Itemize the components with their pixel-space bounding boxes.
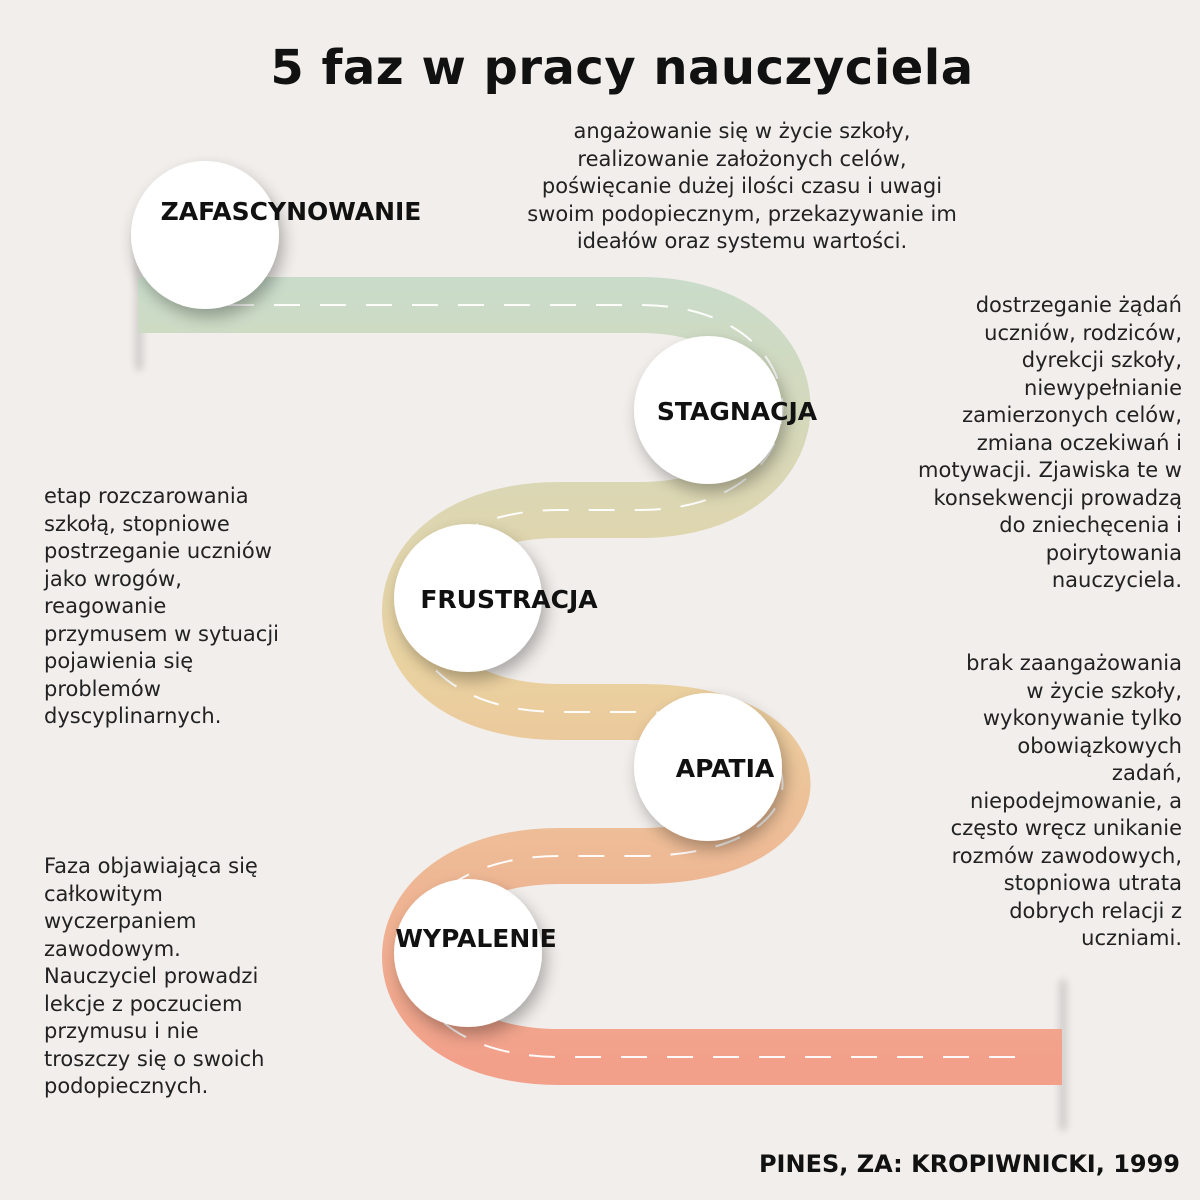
description-line: zawodowym. bbox=[44, 936, 181, 961]
road-lane-marking bbox=[182, 305, 1025, 1057]
description-wypalenie bbox=[44, 853, 264, 1101]
description-apatia bbox=[951, 650, 1182, 953]
description-line: pojawienia się bbox=[44, 649, 194, 673]
description-line: uczniów, rodziców, bbox=[984, 320, 1182, 345]
description-line: etap rozczarowania bbox=[44, 484, 249, 508]
description-line: ideałów oraz systemu wartości. bbox=[576, 229, 908, 253]
description-line: swoim podopiecznym, przekazywanie im bbox=[527, 201, 957, 226]
description-stagnacja bbox=[918, 292, 1182, 595]
description-line: konsekwencji prowadzą bbox=[933, 485, 1182, 510]
description-line: angażowanie się w życie szkoły, bbox=[573, 119, 911, 143]
phase-label-frustracja: FRUSTRACJA bbox=[420, 585, 598, 614]
phase-circle-zafascynowanie bbox=[131, 161, 279, 309]
description-line: przymusem w sytuacji bbox=[44, 621, 280, 646]
description-zafascynowanie bbox=[500, 118, 984, 256]
description-line: reagowanie bbox=[44, 594, 167, 618]
description-frustracja bbox=[44, 483, 279, 731]
description-line: dostrzeganie żądań bbox=[975, 293, 1182, 317]
description-line: podopiecznych. bbox=[44, 1074, 209, 1098]
description-line: lekcje z poczuciem bbox=[44, 991, 243, 1016]
description-line: motywacji. Zjawiska te w bbox=[918, 458, 1182, 482]
description-line: całkowitym bbox=[44, 881, 163, 906]
description-line: jako wrogów, bbox=[44, 566, 182, 591]
description-line: w życie szkoły, bbox=[1026, 678, 1182, 703]
source-citation: PINES, ZA: KROPIWNICKI, 1999 bbox=[758, 1150, 1180, 1178]
description-line: wykonywanie tylko bbox=[982, 706, 1182, 730]
description-line: dyrekcji szkoły, bbox=[1021, 348, 1182, 372]
description-line: brak zaangażowania bbox=[966, 651, 1182, 675]
phase-label-apatia: APATIA bbox=[675, 754, 775, 783]
phase-label-zafascynowanie: ZAFASCYNOWANIE bbox=[160, 197, 422, 226]
description-line: dobrych relacji z bbox=[1009, 898, 1182, 923]
description-line: niepodejmowanie, a bbox=[970, 788, 1182, 813]
description-line: szkołą, stopniowe bbox=[44, 511, 230, 536]
phase-label-wypalenie: WYPALENIE bbox=[395, 924, 557, 953]
description-line: zadań, bbox=[1111, 761, 1182, 785]
description-line: do zniechęcenia i bbox=[999, 513, 1182, 537]
description-line: często wręcz unikanie bbox=[950, 816, 1182, 840]
description-line: stopniowa utrata bbox=[1003, 871, 1182, 895]
description-line: postrzeganie uczniów bbox=[44, 539, 272, 563]
description-line: troszczy się o swoich bbox=[44, 1046, 265, 1071]
description-line: nauczyciela. bbox=[1051, 568, 1182, 592]
description-line: Faza objawiająca się bbox=[44, 854, 258, 878]
description-line: wyczerpaniem bbox=[44, 909, 197, 933]
description-line: Nauczyciel prowadzi bbox=[44, 964, 259, 988]
description-line: uczniami. bbox=[1081, 926, 1182, 950]
description-line: zmiana oczekiwań i bbox=[976, 430, 1182, 455]
infographic-title: 5 faz w pracy nauczyciela bbox=[270, 40, 974, 96]
description-line: poświęcanie dużej ilości czasu i uwagi bbox=[541, 174, 943, 198]
description-line: problemów bbox=[44, 676, 161, 701]
phase-circle-wypalenie bbox=[394, 879, 542, 1027]
description-line: przymusu i nie bbox=[44, 1019, 199, 1043]
description-line: realizowanie założonych celów, bbox=[577, 146, 907, 171]
description-line: obowiązkowych bbox=[1017, 733, 1182, 758]
description-line: dyscyplinarnych. bbox=[44, 704, 222, 728]
phase-label-stagnacja: STAGNACJA bbox=[656, 397, 818, 426]
description-line: zamierzonych celów, bbox=[962, 403, 1182, 427]
description-line: poirytowania bbox=[1045, 540, 1182, 565]
description-line: rozmów zawodowych, bbox=[951, 843, 1182, 868]
description-line: niewypełnianie bbox=[1024, 375, 1182, 400]
